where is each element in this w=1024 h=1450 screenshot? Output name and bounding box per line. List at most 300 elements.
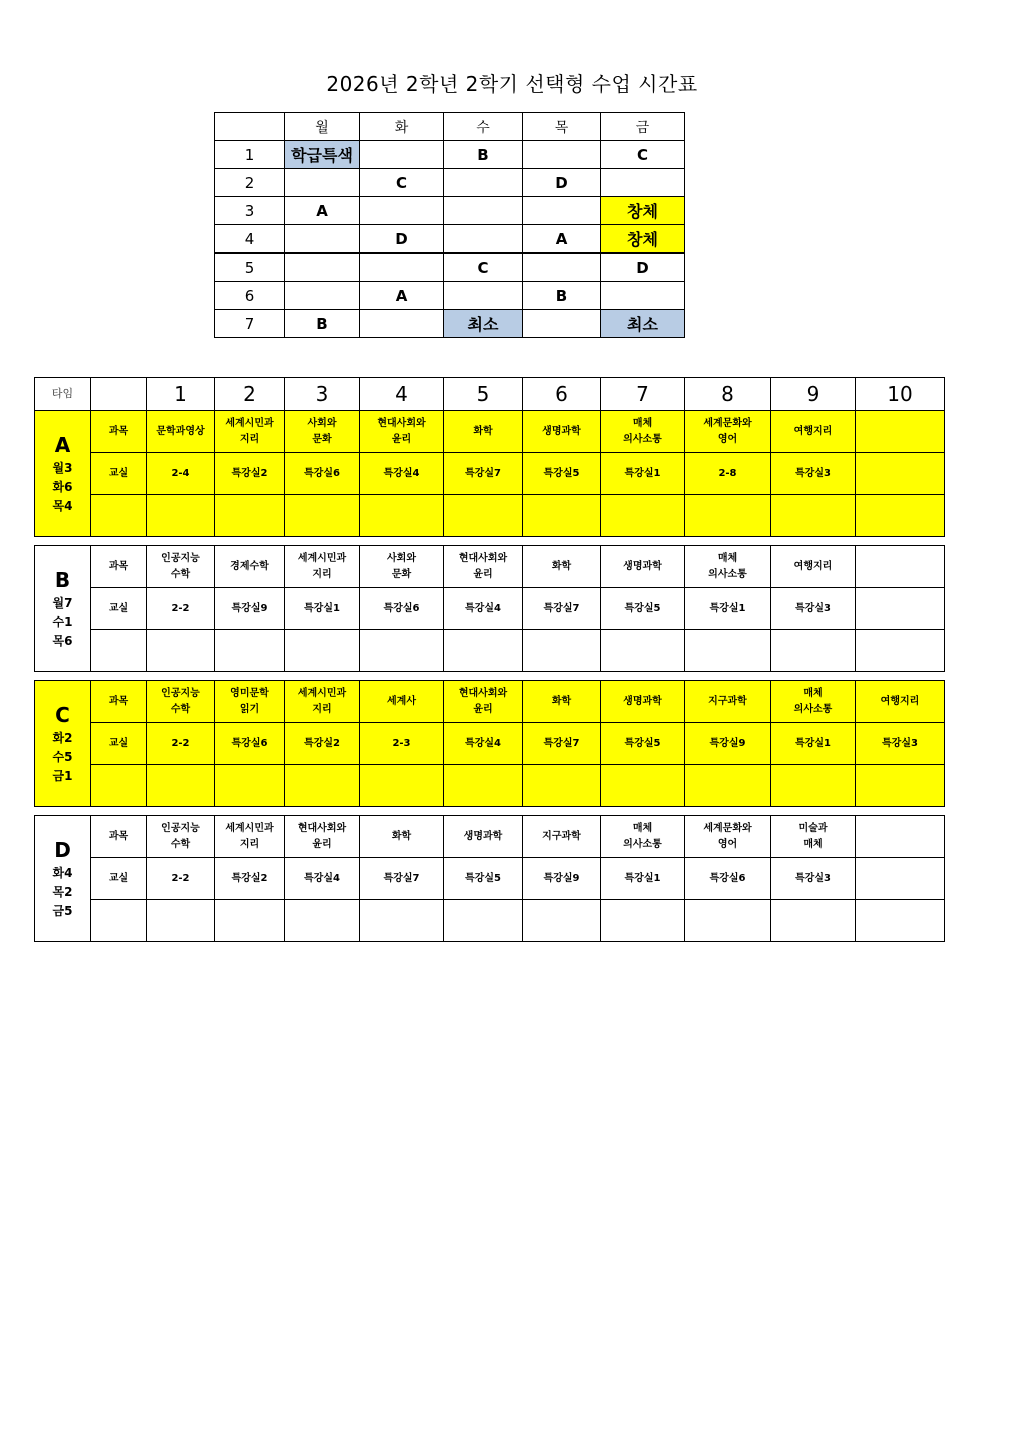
subject-text: 매체	[717, 552, 738, 564]
subject-cell	[215, 816, 285, 858]
empty-cell	[685, 495, 771, 537]
empty-cell	[285, 630, 360, 672]
empty-cell	[360, 630, 444, 672]
period-number: 4	[215, 225, 285, 254]
timetable-cell	[523, 141, 601, 169]
room-label: 교실	[91, 858, 147, 900]
subject-text: 수학	[170, 838, 191, 850]
subject-text: 매체	[632, 417, 653, 429]
subject-cell	[147, 816, 215, 858]
subject-label: 과목	[91, 411, 147, 453]
subject-text: 세계시민과	[225, 417, 274, 429]
empty-cell	[444, 765, 523, 807]
type-cell	[35, 546, 91, 672]
room-cell: 특강실6	[685, 858, 771, 900]
subject-cell	[285, 816, 360, 858]
timetable-cell: B	[444, 141, 523, 169]
timetable-cell	[360, 197, 444, 225]
empty-cell	[771, 900, 856, 942]
subject-cell	[147, 546, 215, 588]
room-cell: 특강실3	[771, 858, 856, 900]
subject-cell	[771, 411, 856, 453]
empty-row	[35, 765, 945, 807]
type-cell	[35, 411, 91, 537]
type-slot: 목6	[52, 634, 73, 648]
column-number: 1	[147, 378, 215, 411]
empty-cell	[771, 765, 856, 807]
empty-cell	[856, 765, 945, 807]
room-cell: 특강실9	[215, 588, 285, 630]
subject-text: 지구과학	[708, 695, 747, 707]
subject-row	[35, 411, 945, 453]
subject-text: 화학	[551, 695, 572, 707]
subject-text: 문학과영상	[156, 425, 205, 437]
room-row	[35, 858, 945, 900]
subject-text: 생명과학	[623, 695, 662, 707]
empty-cell	[523, 765, 601, 807]
subject-text: 세계시민과	[297, 552, 347, 564]
empty-cell	[523, 900, 601, 942]
empty-cell	[685, 900, 771, 942]
period-number: 2	[215, 169, 285, 197]
room-cell: 특강실1	[285, 588, 360, 630]
empty-cell	[91, 900, 147, 942]
timetable-cell: C	[444, 253, 523, 282]
subject-cell	[601, 411, 685, 453]
period-row	[215, 310, 685, 338]
subject-cell	[523, 681, 601, 723]
period-number: 5	[215, 253, 285, 282]
timetable-cell: 최소	[601, 310, 685, 338]
timetable-cell: C	[360, 169, 444, 197]
period-row	[215, 225, 685, 254]
type-slot: 금1	[52, 769, 73, 783]
empty-cell	[685, 630, 771, 672]
type-letter: D	[54, 838, 71, 862]
type-letter: B	[54, 568, 71, 592]
timetable-cell	[523, 253, 601, 282]
subject-cell	[360, 816, 444, 858]
timetable-cell: 창체	[601, 225, 685, 254]
timetable-cell	[360, 253, 444, 282]
subject-row	[35, 546, 945, 588]
subject-text: 영미문학	[230, 687, 269, 699]
subject-text: 여행지리	[793, 425, 833, 437]
room-cell: 특강실7	[523, 588, 601, 630]
timetable-cell: C	[601, 141, 685, 169]
subject-text: 생명과학	[463, 830, 503, 842]
room-label: 교실	[91, 588, 147, 630]
subject-text: 지리	[312, 703, 332, 715]
room-cell: 특강실6	[360, 588, 444, 630]
empty-cell	[444, 630, 523, 672]
elective-course-table	[34, 377, 945, 942]
subject-cell	[771, 546, 856, 588]
period-number: 1	[215, 141, 285, 169]
period-row	[215, 141, 685, 169]
room-cell: 특강실4	[444, 588, 523, 630]
empty-cell	[771, 495, 856, 537]
timetable-cell: 최소	[444, 310, 523, 338]
subject-label: 과목	[91, 816, 147, 858]
period-number: 7	[215, 310, 285, 338]
room-cell	[856, 588, 945, 630]
subject-text: 생명과학	[542, 425, 581, 437]
empty-row	[35, 630, 945, 672]
subject-cell	[444, 816, 523, 858]
type-cell	[35, 681, 91, 807]
column-number: 4	[360, 378, 444, 411]
type-slot: 월7	[52, 596, 73, 610]
room-label: 교실	[91, 453, 147, 495]
period-row	[215, 253, 685, 282]
type-slot: 화4	[52, 866, 73, 880]
empty-cell	[215, 900, 285, 942]
empty-cell	[91, 495, 147, 537]
subject-text: 매체	[803, 838, 823, 850]
subject-text: 세계시민과	[225, 822, 274, 834]
room-cell: 특강실5	[444, 858, 523, 900]
subject-text: 읽기	[239, 703, 260, 715]
empty-cell	[147, 495, 215, 537]
subject-text: 생명과학	[623, 560, 662, 572]
subject-cell	[685, 411, 771, 453]
timetable-cell	[601, 282, 685, 310]
timetable-cell: A	[285, 197, 360, 225]
subject-cell	[444, 411, 523, 453]
empty-cell	[856, 900, 945, 942]
timetable-cell: A	[360, 282, 444, 310]
empty-cell	[215, 765, 285, 807]
column-number: 8	[685, 378, 771, 411]
subject-text: 윤리	[391, 433, 412, 445]
period-row	[215, 282, 685, 310]
day-header: 목	[523, 113, 601, 141]
room-cell: 특강실4	[444, 723, 523, 765]
subject-text: 윤리	[473, 703, 493, 715]
empty-cell	[285, 765, 360, 807]
subject-text: 화학	[473, 425, 493, 437]
empty-cell	[91, 765, 147, 807]
empty-cell	[147, 900, 215, 942]
subject-cell	[215, 681, 285, 723]
room-cell: 특강실4	[285, 858, 360, 900]
subject-cell	[285, 411, 360, 453]
empty-cell	[215, 630, 285, 672]
subject-cell	[285, 546, 360, 588]
empty-cell	[523, 630, 601, 672]
spacer-cell	[35, 537, 945, 546]
subject-text: 현대사회와	[377, 417, 426, 429]
timetable-cell	[285, 253, 360, 282]
subject-text: 화학	[391, 830, 412, 842]
subject-cell	[771, 681, 856, 723]
column-number: 3	[285, 378, 360, 411]
subject-cell	[360, 681, 444, 723]
subject-row	[35, 816, 945, 858]
subject-text: 세계사	[387, 695, 416, 707]
page-title: 2026년 2학년 2학기 선택형 수업 시간표	[326, 72, 698, 96]
empty-row	[35, 495, 945, 537]
subject-cell	[685, 816, 771, 858]
room-cell: 2-3	[360, 723, 444, 765]
subject-cell	[856, 816, 945, 858]
empty-cell	[601, 495, 685, 537]
timetable-cell	[285, 282, 360, 310]
subject-text: 윤리	[312, 838, 332, 850]
timetable-cell	[444, 225, 523, 254]
subject-text: 윤리	[473, 568, 493, 580]
room-cell: 특강실2	[215, 858, 285, 900]
subject-text: 세계시민과	[297, 687, 347, 699]
room-cell: 특강실1	[771, 723, 856, 765]
subject-cell	[147, 411, 215, 453]
room-cell: 특강실9	[523, 858, 601, 900]
period-row	[215, 197, 685, 225]
type-letter: C	[55, 703, 70, 727]
empty-cell	[285, 495, 360, 537]
room-cell: 특강실3	[771, 453, 856, 495]
timetable-cell: B	[285, 310, 360, 338]
room-cell: 2-8	[685, 453, 771, 495]
column-number: 7	[601, 378, 685, 411]
empty-cell	[771, 630, 856, 672]
type-slot: 수1	[52, 615, 73, 629]
empty-cell	[523, 495, 601, 537]
day-header: 월	[285, 113, 360, 141]
timetable-cell	[601, 169, 685, 197]
timetable-cell	[360, 310, 444, 338]
subject-text: 사회와	[307, 417, 337, 429]
type-slot: 금5	[52, 904, 73, 918]
day-header: 화	[360, 113, 444, 141]
room-cell: 2-4	[147, 453, 215, 495]
empty-cell	[215, 495, 285, 537]
subject-cell	[685, 681, 771, 723]
timetable-cell	[360, 141, 444, 169]
subject-text: 지리	[312, 568, 332, 580]
room-label: 교실	[91, 723, 147, 765]
subject-text: 화학	[551, 560, 572, 572]
subject-cell	[685, 546, 771, 588]
type-letter: A	[54, 433, 71, 457]
room-cell: 특강실1	[601, 453, 685, 495]
room-cell: 특강실7	[444, 453, 523, 495]
timetable-cell: A	[523, 225, 601, 254]
weekly-timetable	[214, 112, 685, 338]
room-cell: 2-2	[147, 858, 215, 900]
subject-text: 매체	[632, 822, 653, 834]
subject-text: 의사소통	[708, 568, 747, 580]
group-spacer	[35, 807, 945, 816]
room-cell: 특강실5	[523, 453, 601, 495]
spacer-cell	[35, 807, 945, 816]
subject-text: 현대사회와	[458, 552, 508, 564]
room-cell: 특강실2	[215, 453, 285, 495]
column-number: 6	[523, 378, 601, 411]
subject-cell	[856, 411, 945, 453]
subject-text: 영어	[717, 838, 738, 850]
subject-cell	[285, 681, 360, 723]
timetable-cell: D	[523, 169, 601, 197]
subject-text: 수학	[170, 568, 191, 580]
empty-cell	[444, 900, 523, 942]
subject-text: 인공지능	[161, 552, 200, 564]
subject-cell	[771, 816, 856, 858]
subject-cell	[856, 681, 945, 723]
room-cell: 특강실7	[523, 723, 601, 765]
room-cell: 특강실4	[360, 453, 444, 495]
timetable-cell	[523, 197, 601, 225]
room-cell	[856, 858, 945, 900]
subject-cell	[444, 681, 523, 723]
subject-text: 여행지리	[880, 695, 920, 707]
blank-header-cell	[91, 378, 147, 411]
timetable-cell: 창체	[601, 197, 685, 225]
subject-text: 의사소통	[623, 838, 662, 850]
subject-text: 문화	[312, 433, 332, 445]
column-number: 5	[444, 378, 523, 411]
subject-text: 지리	[239, 433, 260, 445]
subject-label: 과목	[91, 546, 147, 588]
subject-cell	[523, 546, 601, 588]
type-slot: 월3	[52, 461, 73, 475]
subject-text: 현대사회와	[297, 822, 347, 834]
room-cell: 특강실2	[285, 723, 360, 765]
course-header-row	[35, 378, 945, 411]
time-header-label: 타임	[35, 378, 91, 411]
subject-cell	[215, 546, 285, 588]
empty-cell	[601, 765, 685, 807]
period-number: 3	[215, 197, 285, 225]
empty-cell	[91, 630, 147, 672]
subject-cell	[360, 546, 444, 588]
timetable-cell: 학급특색	[285, 141, 360, 169]
subject-text: 사회와	[387, 552, 416, 564]
group-spacer	[35, 537, 945, 546]
room-cell: 특강실9	[685, 723, 771, 765]
subject-text: 경제수학	[230, 560, 269, 572]
room-cell: 2-2	[147, 723, 215, 765]
group-spacer	[35, 672, 945, 681]
column-number: 10	[856, 378, 945, 411]
room-cell: 특강실5	[601, 723, 685, 765]
period-row	[215, 169, 685, 197]
subject-cell	[601, 816, 685, 858]
empty-cell	[856, 495, 945, 537]
subject-cell	[856, 546, 945, 588]
corner-cell	[215, 113, 285, 141]
timetable-cell	[444, 282, 523, 310]
timetable-cell	[444, 169, 523, 197]
empty-cell	[601, 630, 685, 672]
subject-text: 세계문화와	[703, 822, 752, 834]
column-number: 9	[771, 378, 856, 411]
timetable-cell	[444, 197, 523, 225]
room-row	[35, 723, 945, 765]
subject-text: 미술과	[798, 822, 828, 834]
type-slot: 수5	[52, 750, 73, 764]
day-header: 금	[601, 113, 685, 141]
subject-row	[35, 681, 945, 723]
subject-text: 수학	[170, 703, 191, 715]
timetable-cell: B	[523, 282, 601, 310]
empty-row	[35, 900, 945, 942]
subject-text: 여행지리	[793, 560, 833, 572]
room-cell: 특강실6	[285, 453, 360, 495]
subject-cell	[523, 816, 601, 858]
empty-cell	[444, 495, 523, 537]
room-cell: 특강실6	[215, 723, 285, 765]
column-number: 2	[215, 378, 285, 411]
room-row	[35, 588, 945, 630]
room-row	[35, 453, 945, 495]
type-slot: 목2	[52, 885, 73, 899]
type-slot: 화2	[52, 731, 73, 745]
room-cell	[856, 453, 945, 495]
subject-text: 현대사회와	[458, 687, 508, 699]
room-cell: 특강실3	[771, 588, 856, 630]
subject-label: 과목	[91, 681, 147, 723]
empty-cell	[147, 765, 215, 807]
room-cell: 특강실7	[360, 858, 444, 900]
room-cell: 2-2	[147, 588, 215, 630]
type-cell	[35, 816, 91, 942]
subject-text: 인공지능	[161, 822, 200, 834]
subject-cell	[147, 681, 215, 723]
empty-cell	[360, 495, 444, 537]
type-slot: 화6	[52, 480, 73, 494]
timetable-cell	[523, 310, 601, 338]
room-cell: 특강실5	[601, 588, 685, 630]
spacer-cell	[35, 672, 945, 681]
subject-text: 인공지능	[161, 687, 200, 699]
empty-cell	[285, 900, 360, 942]
type-slot: 목4	[52, 499, 73, 513]
timetable-cell: D	[601, 253, 685, 282]
weekly-header-row	[215, 113, 685, 141]
timetable-cell	[285, 169, 360, 197]
empty-cell	[360, 900, 444, 942]
room-cell: 특강실1	[685, 588, 771, 630]
empty-cell	[856, 630, 945, 672]
period-number: 6	[215, 282, 285, 310]
subject-cell	[601, 546, 685, 588]
subject-text: 의사소통	[623, 433, 662, 445]
subject-cell	[360, 411, 444, 453]
subject-text: 의사소통	[793, 703, 833, 715]
timetable-cell	[285, 225, 360, 254]
subject-text: 매체	[803, 687, 823, 699]
day-header: 수	[444, 113, 523, 141]
subject-cell	[444, 546, 523, 588]
subject-cell	[523, 411, 601, 453]
subject-cell	[601, 681, 685, 723]
empty-cell	[360, 765, 444, 807]
room-cell: 특강실3	[856, 723, 945, 765]
subject-text: 지리	[239, 838, 260, 850]
subject-text: 문화	[391, 568, 412, 580]
subject-text: 지구과학	[542, 830, 581, 842]
empty-cell	[601, 900, 685, 942]
subject-text: 세계문화와	[703, 417, 752, 429]
room-cell: 특강실1	[601, 858, 685, 900]
subject-cell	[215, 411, 285, 453]
empty-cell	[147, 630, 215, 672]
empty-cell	[685, 765, 771, 807]
subject-text: 영어	[717, 433, 738, 445]
timetable-cell: D	[360, 225, 444, 254]
